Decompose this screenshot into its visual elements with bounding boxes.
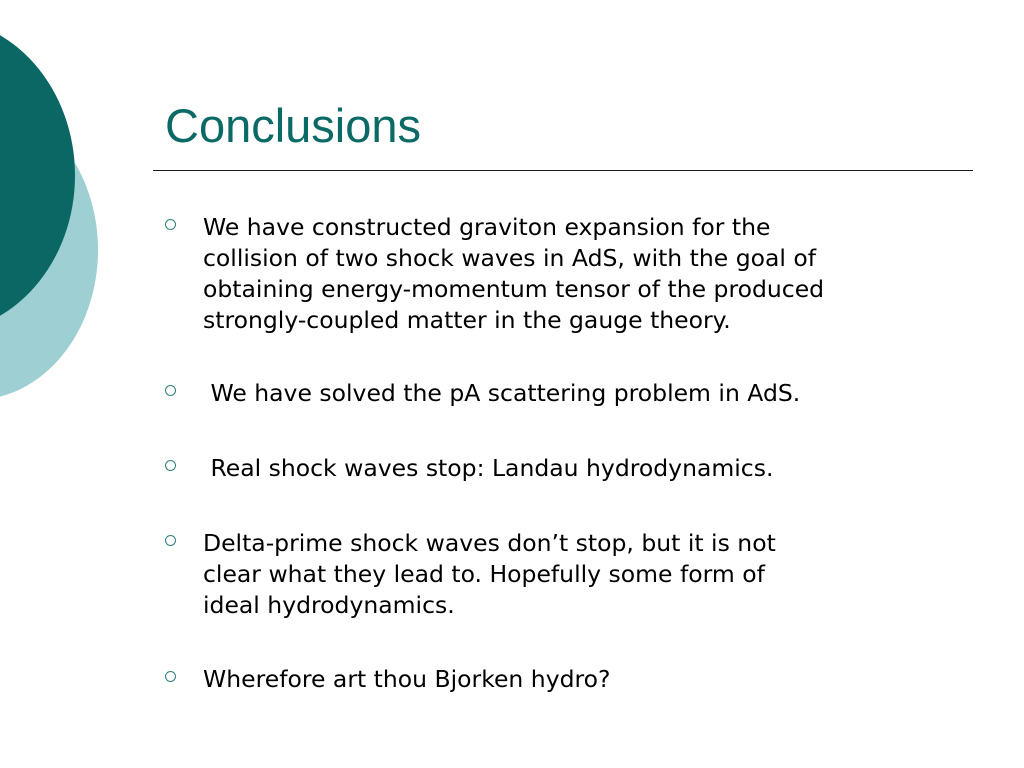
- hollow-circle-bullet-icon: [165, 460, 176, 471]
- slide-title: Conclusions: [165, 99, 422, 152]
- bullet-line: Wherefore art thou Bjorken hydro?: [203, 665, 611, 693]
- bullet-text: [203, 664, 973, 695]
- hollow-circle-bullet-icon: [165, 671, 176, 682]
- bullet-line: clear what they lead to. Hopefully some form of: [203, 560, 765, 588]
- bullet-text: [203, 528, 973, 621]
- hollow-circle-bullet-icon: [165, 385, 176, 396]
- bullet-line: obtaining energy-momentum tensor of the produced: [203, 275, 825, 303]
- title-divider: [153, 170, 973, 171]
- bullet-line: strongly-coupled matter in the gauge theory.: [203, 306, 731, 334]
- bullet-line: We have constructed graviton expansion for the: [203, 213, 771, 241]
- bullet-line: Delta-prime shock waves don’t stop, but it is not: [203, 529, 776, 557]
- bullet-line: ideal hydrodynamics.: [203, 591, 455, 619]
- hollow-circle-bullet-icon: [165, 535, 176, 546]
- bullet-line: collision of two shock waves in AdS, with the goal of: [203, 244, 817, 272]
- bullet-text: [203, 453, 973, 484]
- bullet-line: Real shock waves stop: Landau hydrodynamics.: [203, 454, 774, 482]
- bullet-text: [203, 212, 973, 336]
- hollow-circle-bullet-icon: [165, 219, 176, 230]
- bullet-line: We have solved the pA scattering problem in AdS.: [203, 379, 801, 407]
- bullet-text: [203, 378, 973, 409]
